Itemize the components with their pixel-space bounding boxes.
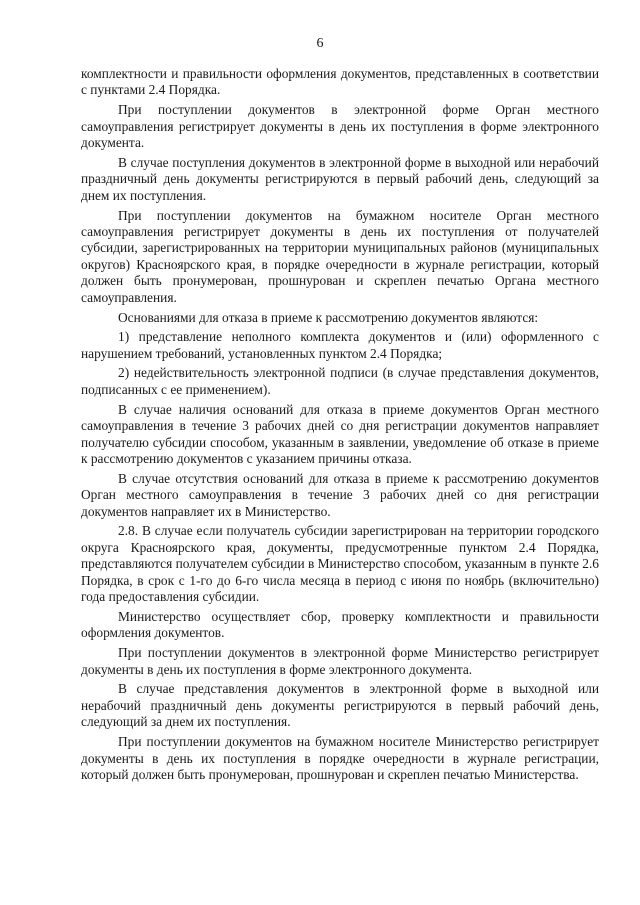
- section-paragraph: 2.8. В случае если получатель субсидии зарегистрирован на территории городского округа Красноярского края, документы, предусмотренные пунктом 2.4 Порядка, представляются получателем субсидии в Министерство способом, указанным в пункте 2.6 Порядка, в срок с 1-го до 6-го числа месяца в период с июня по ноябрь (включительно) года предоставления субсидии.: [81, 523, 599, 605]
- paragraph: При поступлении документов в электронной форме Орган местного самоуправления регистрирует документы в день их поступления в форме электронного документа.: [81, 102, 599, 151]
- list-item: 2) недействительность электронной подписи (в случае представления документов, подписанных с ее применением).: [81, 365, 599, 397]
- document-body: [81, 66, 599, 787]
- paragraph: При поступлении документов на бумажном носителе Министерство регистрирует документы в день их поступления в порядке очередности в журнале регистрации, который должен быть пронумерован, прошнурован и скреплен печатью Министерства.: [81, 734, 599, 782]
- paragraph: Основаниями для отказа в приеме к рассмотрению документов являются:: [118, 309, 539, 325]
- paragraph: При поступлении документов на бумажном носителе Орган местного самоуправления регистрирует документы в день их поступления от получателей субсидии, зарегистрированных на территории муниципальных районов (муниципальных округов) Красноярского края, в порядке очередности в журнале регистрации, который должен быть пронумерован, прошнурован и скреплен печатью Органа местного самоуправления.: [81, 207, 599, 305]
- paragraph: В случае отсутствия оснований для отказа в приеме к рассмотрению документов Орган местного самоуправления в течение 3 рабочих дней со дня регистрации документов направляет их в Министерство.: [81, 470, 599, 519]
- paragraph-continuation: комплектности и правильности оформления документов, представленных в соответствии с пунктами 2.4 Порядка.: [81, 66, 599, 98]
- page-number: 6: [316, 36, 324, 51]
- list-item: 1) представление неполного комплекта документов и (или) оформленного с нарушением требований, установленных пунктом 2.4 Порядка;: [81, 329, 599, 361]
- paragraph: Министерство осуществляет сбор, проверку комплектности и правильности оформления документов.: [81, 609, 599, 641]
- paragraph: В случае поступления документов в электронной форме в выходной или нерабочий праздничный день документы регистрируются в первый рабочий день, следующий за днем их поступления.: [81, 154, 599, 203]
- paragraph: При поступлении документов в электронной форме Министерство регистрирует документы в день их поступления в форме электронного документа.: [81, 645, 599, 677]
- paragraph: В случае представления документов в электронной форме в выходной или нерабочий праздничный день документы регистрируются в первый рабочий день, следующий за днем их поступления.: [81, 681, 599, 730]
- paragraph: В случае наличия оснований для отказа в приеме документов Орган местного самоуправления в течение 3 рабочих дней со дня регистрации документов направляет получателю субсидии способом, указанным в заявлении, уведомление об отказе в приеме к рассмотрению документов с указанием причины отказа.: [81, 401, 599, 467]
